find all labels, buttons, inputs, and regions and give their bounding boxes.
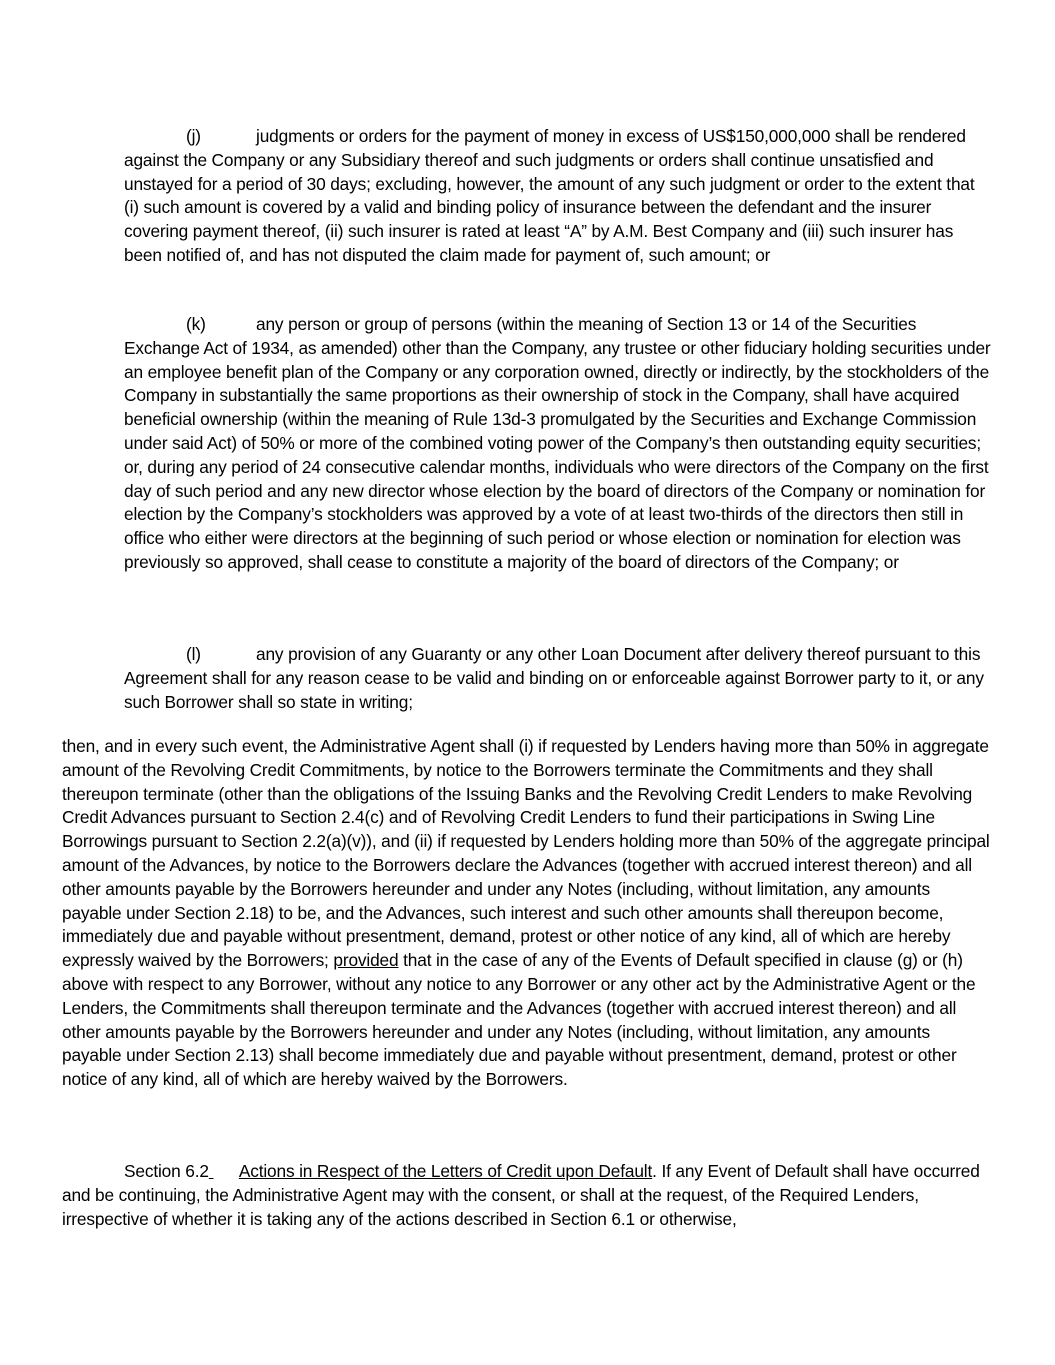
remedies-text-before: then, and in every such event, the Administrative Agent shall (i) if requested by Lenders having more than 50% in aggregate amount of the Revolving Credit Commitments, by notice to the Borrowers terminate the Commitments and they shall thereupon terminate (other than the obligations of the Issuing Banks and the Revolving Credit Lenders to make Revolving Credit Advances pursuant to Section 2.4(c) and of Revolving Credit Lenders to fund their participations in Swing Line Borrowings pursuant to Section 2.2(a)(v)), and (ii) if requested by Lenders holding more than 50% of the aggregate principal amount of the Advances, by notice to the Borrowers declare the Advances (together with accrued interest thereon) and all other amounts payable by the Borrowers hereunder and under any Notes (including, without limitation, any amounts payable under Section 2.18) to be, and the Advances, such interest and such other amounts shall thereupon become, immediately due and payable without presentment, demand, protest or other notice of any kind, all of which are hereby expressly waived by the Borrowers; (62, 736, 990, 971)
clause-label-j: (j) (186, 126, 201, 146)
clause-text-l: any provision of any Guaranty or any other Loan Document after delivery thereof pursuant to this Agreement shall for any reason cease to be valid and binding on or enforceable against Borrower party to it, or any such Borrower shall so state in writing; (124, 644, 984, 712)
paragraph-remedies (62, 735, 994, 1092)
section-6-2-paragraph (62, 1160, 994, 1231)
clause-text-j: judgments or orders for the payment of money in excess of US$150,000,000 shall be rendered against the Company or any Subsidiary thereof and such judgments or orders shall continue unsatisfied and unstayed for a period of 30 days; excluding, however, the amount of any such judgment or order to the extent that (i) such amount is covered by a valid and binding policy of insurance between the defendant and the insurer covering payment thereof, (ii) such insurer is rated at least “A” by A.M. Best Company and (iii) such insurer has been notified of, and has not disputed the claim made for payment of, such amount; or (124, 126, 975, 265)
clause-text-k: any person or group of persons (within the meaning of Section 13 or 14 of the Securities Exchange Act of 1934, as amended) other than the Company, any trustee or other fiduciary holding securities under an employee benefit plan of the Company or any corporation owned, directly or indirectly, by the stockholders of the Company in substantially the same proportions as their ownership of stock in the Company, shall have acquired beneficial ownership (within the meaning of Rule 13d-3 promulgated by the Securities and Exchange Commission under said Act) of 50% or more of the combined voting power of the Company’s then outstanding equity securities; or, during any period of 24 consecutive calendar months, individuals who were directors of the Company on the first day of such period and any new director whose election by the board of directors of the Company or nomination for election by the Company’s stockholders was approved by a vote of at least two-thirds of the directors then still in office who either were directors at the beginning of such period or whose election or nomination for election was previously so approved, shall cease to constitute a majority of the board of directors of the Company; or (124, 314, 991, 572)
provided-term: provided (333, 950, 399, 971)
paragraph-l (124, 643, 994, 714)
section-text: If any Event of Default shall have occurred and be continuing, the Administrative Agent may with the consent, or shall at the request, of the Required Lenders, irrespective of whether it is taking any of the actions described in Section 6.1 or otherwise, (62, 1161, 980, 1229)
paragraph-k (124, 313, 994, 575)
clause-label-k: (k) (186, 314, 206, 334)
paragraph-j (124, 125, 994, 268)
section-tab-underline (209, 1160, 239, 1184)
clause-label-l: (l) (186, 644, 201, 664)
section-number: Section 6.2 (124, 1161, 209, 1181)
section-heading-end: . (652, 1161, 657, 1181)
section-heading: Actions in Respect of the Letters of Credit upon Default (238, 1161, 653, 1181)
remedies-text-after: that in the case of any of the Events of Default specified in clause (g) or (h) above with respect to any Borrower, without any notice to any Borrower or any other act by the Administrative Agent or the Lenders, the Commitments shall thereupon terminate and the Advances (together with accrued interest thereon) and all other amounts payable by the Borrowers hereunder and under any Notes (including, without limitation, any amounts payable under Section 2.13) shall become immediately due and payable without presentment, demand, protest or other notice of any kind, all of which are hereby waived by the Borrowers. (62, 950, 976, 1090)
